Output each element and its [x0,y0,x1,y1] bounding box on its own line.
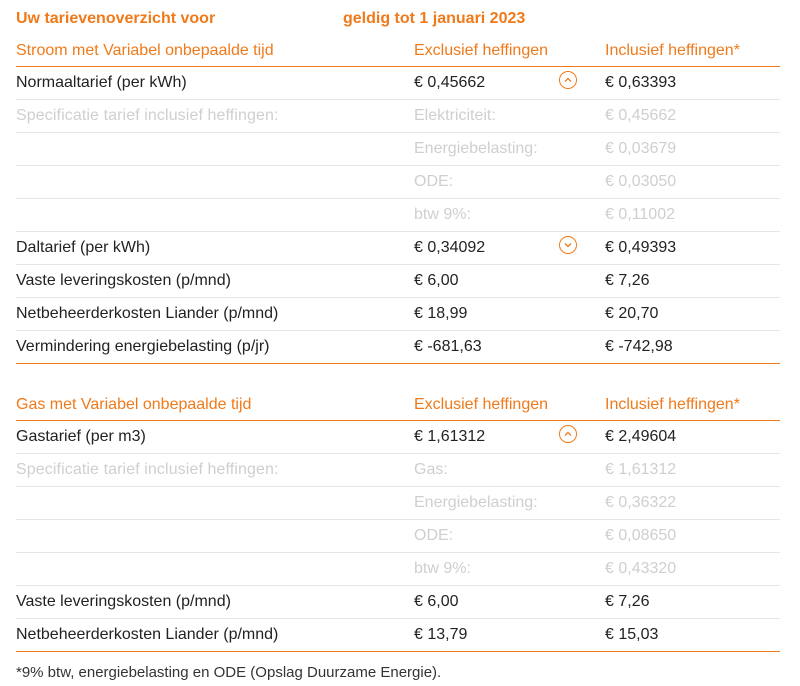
spec-row [16,100,780,133]
row-label: Daltarief (per kWh) [16,239,151,256]
gas-section-header [16,390,780,421]
spec-item-name: btw 9%: [414,560,471,577]
row-excl-value: € 0,34092 [414,239,486,256]
row-label: Gastarief (per m3) [16,428,146,445]
row-excl-value: € 13,79 [414,626,468,643]
row-label: Vaste leveringskosten (p/mnd) [16,593,231,610]
stroom-section-title: Stroom met Variabel onbepaalde tijd [16,42,274,59]
stroom-section-header [16,36,780,67]
table-row-vaste-leveringskosten [16,586,780,619]
spec-item-value: € 0,36322 [605,494,677,511]
spec-item-value: € 1,61312 [605,461,677,478]
stroom-col-incl: Inclusief heffingen* [605,42,740,59]
table-row-daltarief [16,232,780,265]
valid-until: geldig tot 1 januari 2023 [343,10,526,27]
spec-label: Specificatie tarief inclusief heffingen: [16,461,279,478]
spec-item-name: ODE: [414,173,454,190]
spec-item-name: Energiebelasting: [414,140,538,157]
overview-header [16,0,780,36]
table-row-normaaltarief [16,67,780,100]
row-incl-value: € 7,26 [605,593,650,610]
row-incl-value: € -742,98 [605,338,673,355]
spec-item-name: Energiebelasting: [414,494,538,511]
row-excl-value: € 6,00 [414,593,459,610]
spec-item-value: € 0,03050 [605,173,677,190]
row-excl-value: € -681,63 [414,338,482,355]
spec-row [16,454,780,487]
spec-row [16,199,780,232]
row-label: Netbeheerderkosten Liander (p/mnd) [16,305,279,322]
chevron-up-icon [563,429,573,439]
row-incl-value: € 0,49393 [605,239,677,256]
collapse-spec-button[interactable] [559,71,577,89]
row-excl-value: € 0,45662 [414,74,486,91]
row-incl-value: € 15,03 [605,626,659,643]
footnote: *9% btw, energiebelasting en ODE (Opslag Duurzame Energie). [16,664,442,681]
table-row-vermindering [16,331,780,364]
row-label: Vermindering energiebelasting (p/jr) [16,338,270,355]
expand-spec-button[interactable] [559,236,577,254]
spec-label: Specificatie tarief inclusief heffingen: [16,107,279,124]
table-row-netbeheerderkosten [16,298,780,331]
spec-item-name: Gas: [414,461,448,478]
row-excl-value: € 18,99 [414,305,468,322]
spec-row [16,166,780,199]
chevron-up-icon [563,75,573,85]
spec-item-value: € 0,08650 [605,527,677,544]
row-label: Vaste leveringskosten (p/mnd) [16,272,231,289]
tariff-overview [16,0,780,652]
spec-row [16,133,780,166]
spec-row [16,487,780,520]
table-row-netbeheerderkosten [16,619,780,652]
table-row-gastarief [16,421,780,454]
spec-item-name: Elektriciteit: [414,107,496,124]
row-incl-value: € 20,70 [605,305,659,322]
row-excl-value: € 1,61312 [414,428,486,445]
row-incl-value: € 2,49604 [605,428,677,445]
gas-col-incl: Inclusief heffingen* [605,396,740,413]
spec-item-value: € 0,43320 [605,560,677,577]
overview-title: Uw tarievenoverzicht voor [16,10,216,27]
row-incl-value: € 7,26 [605,272,650,289]
spec-row [16,553,780,586]
row-incl-value: € 0,63393 [605,74,677,91]
spec-row [16,520,780,553]
chevron-down-icon [563,240,573,250]
spec-item-value: € 0,03679 [605,140,677,157]
table-row-vaste-leveringskosten [16,265,780,298]
spec-item-value: € 0,45662 [605,107,677,124]
spec-item-value: € 0,11002 [605,206,675,223]
stroom-col-excl: Exclusief heffingen [414,42,549,59]
row-label: Normaaltarief (per kWh) [16,74,187,91]
spec-item-name: ODE: [414,527,454,544]
section-spacer [16,364,780,390]
gas-col-excl: Exclusief heffingen [414,396,549,413]
row-label: Netbeheerderkosten Liander (p/mnd) [16,626,279,643]
row-excl-value: € 6,00 [414,272,459,289]
gas-section-title: Gas met Variabel onbepaalde tijd [16,396,252,413]
spec-item-name: btw 9%: [414,206,471,223]
collapse-spec-button[interactable] [559,425,577,443]
